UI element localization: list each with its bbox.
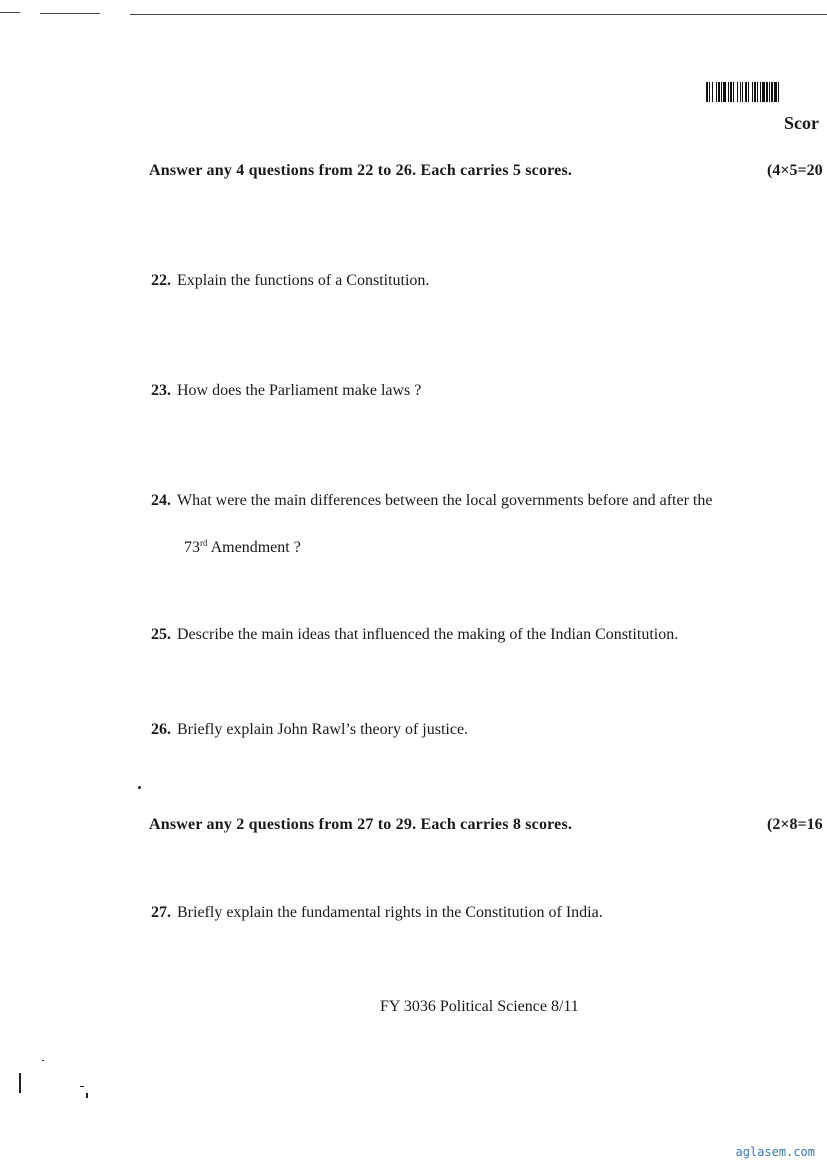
question-text: How does the Parliament make laws ? bbox=[177, 382, 422, 399]
question-item bbox=[151, 272, 429, 290]
scan-edge-line bbox=[0, 12, 20, 13]
question-text: Briefly explain John Rawl’s theory of justice. bbox=[177, 721, 469, 738]
question-number: 27. bbox=[151, 904, 171, 921]
question-text: Briefly explain the fundamental rights in the Constitution of India. bbox=[177, 904, 603, 921]
question-number: 24. bbox=[151, 492, 171, 509]
question-text: Describe the main ideas that influenced the making of the Indian Constitution. bbox=[177, 626, 679, 643]
scan-speck bbox=[138, 786, 141, 789]
question-item bbox=[151, 721, 468, 739]
question-number: 22. bbox=[151, 272, 171, 289]
scan-edge-line bbox=[130, 14, 827, 15]
question-number: 25. bbox=[151, 626, 171, 643]
scan-speck bbox=[42, 1060, 44, 1061]
question-text: Explain the functions of a Constitution. bbox=[177, 272, 430, 289]
question-number: 23. bbox=[151, 382, 171, 399]
question-number: 26. bbox=[151, 721, 171, 738]
score-column-heading: Scor bbox=[784, 113, 819, 133]
section-marks: (4×5=20 bbox=[767, 162, 823, 179]
question-continuation: 73rd Amendment ? bbox=[184, 538, 301, 556]
scan-mark bbox=[19, 1073, 21, 1093]
section-instruction: Answer any 2 questions from 27 to 29. Each carries 8 scores. bbox=[149, 816, 573, 833]
question-text: What were the main differences between the local governments before and after the bbox=[177, 492, 713, 509]
barcode-icon bbox=[706, 82, 827, 102]
scan-edge-line bbox=[40, 13, 100, 14]
page-footer: FY 3036 Political Science 8/11 bbox=[380, 998, 579, 1015]
question-item bbox=[151, 904, 603, 922]
question-item bbox=[151, 382, 421, 400]
watermark-link[interactable]: aglasem.com bbox=[735, 1145, 815, 1159]
section-marks: (2×8=16 bbox=[767, 816, 823, 833]
question-item bbox=[151, 492, 712, 510]
scan-speck bbox=[80, 1086, 84, 1087]
question-item bbox=[151, 626, 678, 644]
section-instruction: Answer any 4 questions from 22 to 26. Each carries 5 scores. bbox=[149, 162, 573, 179]
scan-speck bbox=[86, 1093, 88, 1098]
